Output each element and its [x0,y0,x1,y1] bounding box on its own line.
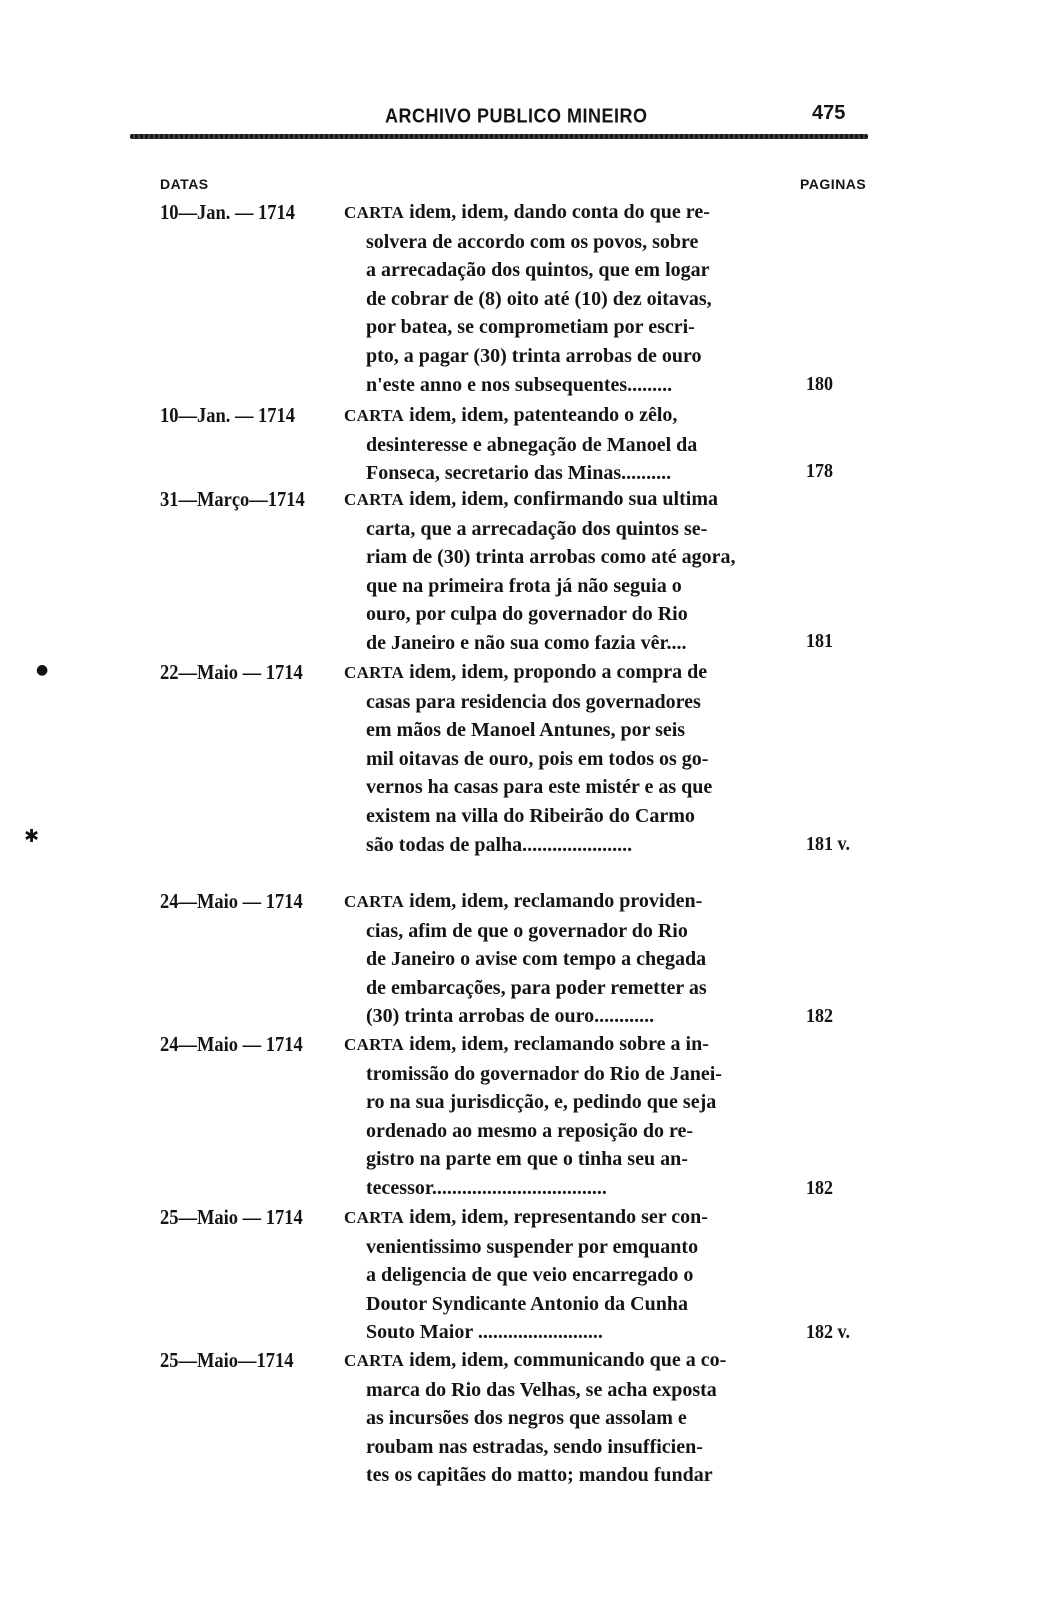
page-number: 475 [812,102,846,124]
entry-line: em mãos de Manoel Antunes, por seis [366,719,686,742]
entry-date: 24—Maio — 1714 [160,1032,303,1056]
entry-line: idem, idem, patenteando o zêlo, [409,404,678,426]
entry-line: idem, idem, reclamando providen- [409,890,703,912]
entry-lead: CARTA [344,1208,405,1227]
entry-line: (30) trinta arrobas de ouro............ [366,1005,655,1028]
entry-line: desinteresse e abnegação de Manoel da [366,433,698,456]
entry-lead: CARTA [344,663,405,682]
entry-lead: CARTA [344,1351,405,1370]
entry-date: 24—Maio — 1714 [160,889,303,913]
entry-line: roubam nas estradas, sendo insufficien- [366,1435,703,1458]
entry-text [344,658,776,859]
entry-lead: CARTA [344,203,405,222]
entry-page: 180 [806,373,833,395]
entry-line: Doutor Syndicante Antonio da Cunha [366,1292,688,1315]
entry-line: carta, que a arrecadação dos quintos se- [366,517,708,540]
running-header [0,96,1045,136]
entry-line: são todas de palha...................... [366,833,633,856]
margin-dot-mark: ● [36,662,49,678]
entry-line: gistro na parte em que o tinha seu an- [366,1148,688,1171]
entry-line: casas para residencia dos governadores [366,690,701,713]
entry-page: 178 [806,460,833,482]
entry-line: vernos ha casas para este mistér e as que [366,776,713,799]
entry-text [344,485,776,658]
entry-line: solvera de accordo com os povos, sobre [366,230,699,253]
entry-text [344,1203,776,1347]
entry-date: 25—Maio—1714 [160,1348,294,1372]
entry-lead: CARTA [344,490,405,509]
entry-text [344,198,776,399]
entry-lead: CARTA [344,1035,405,1054]
entry-line: existem na villa do Ribeirão do Carmo [366,804,695,827]
entry-date: 10—Jan. — 1714 [160,200,296,224]
header-rule [130,134,868,139]
entry-date: 25—Maio — 1714 [160,1205,303,1229]
entry-line: a deligencia de que veio encarregado o [366,1264,694,1287]
entry-line: de Janeiro o avise com tempo a chegada [366,948,707,971]
entry-line: venientissimo suspender por emquanto [366,1235,699,1258]
entry-line: marca do Rio das Velhas, se acha exposta [366,1378,717,1401]
entry-line: tes os capitães do matto; mandou fundar [366,1464,713,1487]
entry-line: n'este anno e nos subsequentes......... [366,373,673,396]
column-heading-dates: DATAS [160,176,209,192]
entry-lead: CARTA [344,892,405,911]
entry-date: 10—Jan. — 1714 [160,403,296,427]
entry-line: que na primeira frota já não seguia o [366,574,682,597]
entry-line: Souto Maior ......................... [366,1321,603,1344]
entry-page: 182 [806,1005,833,1027]
entry-page: 181 [806,630,833,652]
entry-page: 182 v. [806,1321,851,1343]
entry-line: idem, idem, reclamando sobre a in- [409,1033,709,1055]
entry-line: idem, idem, representando ser con- [409,1206,708,1228]
entry-page: 181 v. [806,833,851,855]
entry-line: Fonseca, secretario das Minas.......... [366,462,672,485]
entry-line: ouro, por culpa do governador do Rio [366,603,688,626]
entry-line: riam de (30) trinta arrobas como até agora, [366,546,736,569]
entry-line: cias, afim de que o governador do Rio [366,919,688,942]
entry-line: as incursões dos negros que assolam e [366,1407,687,1430]
entry-line: idem, idem, communicando que a co- [409,1349,727,1371]
entry-line: mil oitavas de ouro, pois em todos os go- [366,747,709,770]
entry-line: idem, idem, confirmando sua ultima [409,488,718,510]
entry-line: de embarcações, para poder remetter as [366,976,707,999]
entry-text [344,401,776,488]
entry-line: pto, a pagar (30) trinta arrobas de ouro [366,344,702,367]
header-title: ARCHIVO PUBLICO MINEIRO [385,104,648,127]
entry-text [344,1030,776,1203]
entry-date: 31—Março—1714 [160,487,305,511]
entry-date: 22—Maio — 1714 [160,660,303,684]
entry-line: idem, idem, dando conta do que re- [409,201,710,223]
entry-line: de cobrar de (8) oito até (10) dez oitavas, [366,287,712,310]
entry-lead: CARTA [344,406,405,425]
entry-line: por batea, se comprometiam por escri- [366,316,695,339]
entry-line: ro na sua jurisdicção, e, pedindo que seja [366,1091,717,1114]
column-heading-pages: PAGINAS [800,176,867,192]
entry-text [344,1346,776,1490]
entry-text [344,887,776,1031]
entry-line: tecessor................................... [366,1176,607,1199]
margin-asterisk-mark: ✱ [24,826,40,847]
entry-line: de Janeiro e não sua como fazia vêr.... [366,631,687,654]
entry-line: idem, idem, propondo a compra de [409,661,708,683]
entry-line: tromissão do governador do Rio de Janei- [366,1062,722,1085]
entry-page: 182 [806,1177,833,1199]
entry-line: ordenado ao mesmo a reposição do re- [366,1119,694,1142]
entry-line: a arrecadação dos quintos, que em logar [366,259,710,282]
